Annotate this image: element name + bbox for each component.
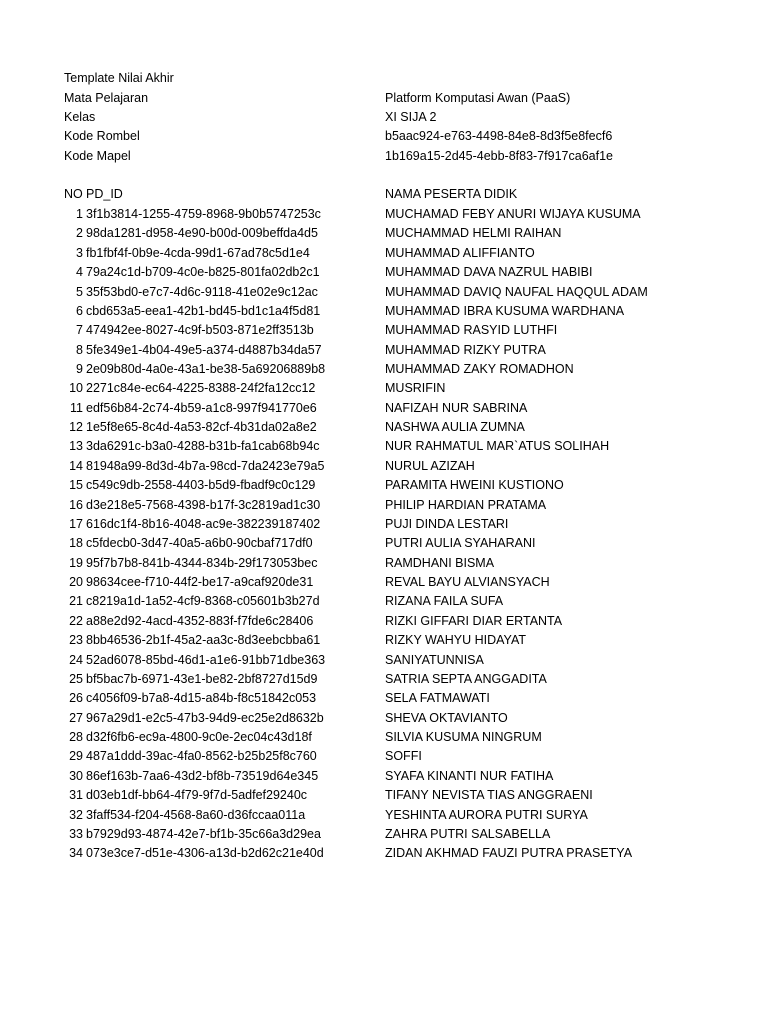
row-pd-id: c8219a1d-1a52-4cf9-8368-c05601b3b27d <box>86 594 320 609</box>
row-number: 12 <box>69 420 83 435</box>
table-row <box>0 263 768 282</box>
row-number: 16 <box>69 497 83 512</box>
row-pd-id: 5fe349e1-4b04-49e5-a374-d4887b34da57 <box>86 342 322 357</box>
row-number: 33 <box>69 826 83 841</box>
row-pd-id: fb1fbf4f-0b9e-4cda-99d1-67ad78c5d1e4 <box>86 245 310 260</box>
field-label: Mata Pelajaran <box>64 91 149 105</box>
row-student-name: YESHINTA AURORA PUTRI SURYA <box>385 807 588 822</box>
table-row <box>0 399 768 418</box>
row-student-name: PARAMITA HWEINI KUSTIONO <box>385 478 564 493</box>
table-row <box>0 767 768 786</box>
field-row-kode-mapel <box>0 147 768 166</box>
table-row <box>0 224 768 243</box>
row-student-name: SATRIA SEPTA ANGGADITA <box>385 671 547 686</box>
row-student-name: MUHAMMAD DAVIQ NAUFAL HAQQUL ADAM <box>385 284 648 299</box>
table-row <box>0 612 768 631</box>
table-row <box>0 806 768 825</box>
row-pd-id: bf5bac7b-6971-43e1-be82-2bf8727d15d9 <box>86 671 318 686</box>
row-pd-id: 3f1b3814-1255-4759-8968-9b0b5747253c <box>86 207 321 221</box>
row-number: 6 <box>76 303 83 318</box>
field-value: Platform Komputasi Awan (PaaS) <box>385 91 571 105</box>
table-row <box>0 515 768 534</box>
field-row-kelas <box>0 108 768 127</box>
document-title: Template Nilai Akhir <box>64 71 174 85</box>
row-number: 9 <box>76 362 83 376</box>
row-student-name: PUTRI AULIA SYAHARANI <box>385 536 536 551</box>
row-number: 10 <box>69 381 83 396</box>
row-pd-id: 98da1281-d958-4e90-b00d-009beffda4d5 <box>86 226 318 241</box>
field-row-mata-pelajaran <box>0 89 768 108</box>
document-title-row <box>0 69 768 88</box>
row-student-name: RIZKI GIFFARI DIAR ERTANTA <box>385 613 563 628</box>
table-row <box>0 747 768 766</box>
row-number: 1 <box>76 207 83 221</box>
row-pd-id: d32f6fb6-ec9a-4800-9c0e-2ec04c43d18f <box>86 730 312 744</box>
row-student-name: NAFIZAH NUR SABRINA <box>385 400 528 415</box>
row-student-name: NUR RAHMATUL MAR`ATUS SOLIHAH <box>385 439 610 454</box>
row-pd-id: a88e2d92-4acd-4352-883f-f7fde6c28406 <box>86 613 314 628</box>
table-row <box>0 302 768 321</box>
table-row <box>0 651 768 670</box>
field-label: Kode Rombel <box>64 129 140 143</box>
column-header-no: NO <box>64 187 83 201</box>
table-row <box>0 554 768 573</box>
field-value: 1b169a15-2d45-4ebb-8f83-7f917ca6af1e <box>385 149 613 163</box>
table-row <box>0 573 768 592</box>
row-student-name: MUSRIFIN <box>385 381 446 396</box>
table-row <box>0 321 768 340</box>
row-number: 2 <box>76 226 83 241</box>
table-row <box>0 496 768 515</box>
table-row <box>0 825 768 844</box>
table-row <box>0 205 768 224</box>
row-student-name: REVAL BAYU ALVIANSYACH <box>385 575 550 589</box>
row-pd-id: 1e5f8e65-8c4d-4a53-82cf-4b31da02a8e2 <box>86 420 317 435</box>
row-student-name: TIFANY NEVISTA TIAS ANGGRAENI <box>385 788 593 803</box>
row-pd-id: 98634cee-f710-44f2-be17-a9caf920de31 <box>86 575 314 589</box>
row-pd-id: 474942ee-8027-4c9f-b503-871e2ff3513b <box>86 323 314 338</box>
row-number: 4 <box>76 265 83 280</box>
row-student-name: SANIYATUNNISA <box>385 652 484 667</box>
row-pd-id: 86ef163b-7aa6-43d2-bf8b-73519d64e345 <box>86 768 319 783</box>
row-pd-id: 3da6291c-b3a0-4288-b31b-fa1cab68b94c <box>86 439 320 454</box>
row-number: 14 <box>69 458 83 473</box>
row-number: 30 <box>69 768 83 783</box>
row-pd-id: b7929d93-4874-42e7-bf1b-35c66a3d29ea <box>86 826 321 841</box>
column-header-name: NAMA PESERTA DIDIK <box>385 187 518 201</box>
row-number: 25 <box>69 671 83 686</box>
table-row <box>0 476 768 495</box>
row-student-name: PUJI DINDA LESTARI <box>385 516 509 531</box>
table-row <box>0 709 768 728</box>
row-student-name: MUHAMMAD IBRA KUSUMA WARDHANA <box>385 303 625 318</box>
row-pd-id: 79a24c1d-b709-4c0e-b825-801fa02db2c1 <box>86 265 320 280</box>
row-pd-id: cbd653a5-eea1-42b1-bd45-bd1c1a4f5d81 <box>86 303 321 318</box>
row-number: 29 <box>69 749 83 764</box>
row-pd-id: 8bb46536-2b1f-45a2-aa3c-8d3eebcbba61 <box>86 633 321 648</box>
row-student-name: SOFFI <box>385 749 422 764</box>
row-pd-id: 073e3ce7-d51e-4306-a13d-b2d62c21e40d <box>86 846 324 861</box>
row-number: 20 <box>69 575 83 589</box>
field-label: Kode Mapel <box>64 149 131 163</box>
row-pd-id: c4056f09-b7a8-4d15-a84b-f8c51842c053 <box>86 691 317 706</box>
row-number: 13 <box>69 439 83 454</box>
row-student-name: MUHAMMAD RASYID LUTHFI <box>385 323 558 338</box>
row-student-name: MUHAMMAD RIZKY PUTRA <box>385 342 546 357</box>
row-pd-id: 52ad6078-85bd-46d1-a1e6-91bb71dbe363 <box>86 652 326 667</box>
row-pd-id: 95f7b7b8-841b-4344-834b-29f173053bec <box>86 555 318 570</box>
row-pd-id: 81948a99-8d3d-4b7a-98cd-7da2423e79a5 <box>86 458 325 473</box>
row-student-name: MUHAMMAD ALIFFIANTO <box>385 245 535 260</box>
row-student-name: RIZKY WAHYU HIDAYAT <box>385 633 526 648</box>
row-number: 5 <box>76 284 83 299</box>
row-pd-id: 2e09b80d-4a0e-43a1-be38-5a69206889b8 <box>86 362 326 376</box>
table-row <box>0 437 768 456</box>
row-number: 27 <box>69 710 83 725</box>
row-student-name: SYAFA KINANTI NUR FATIHA <box>385 768 554 783</box>
row-number: 26 <box>69 691 83 706</box>
table-header-row <box>0 185 768 204</box>
row-student-name: SILVIA KUSUMA NINGRUM <box>385 730 542 744</box>
row-student-name: SHEVA OKTAVIANTO <box>385 710 508 725</box>
field-value: XI SIJA 2 <box>385 110 437 124</box>
row-number: 17 <box>69 516 83 531</box>
row-number: 19 <box>69 555 83 570</box>
row-pd-id: 2271c84e-ec64-4225-8388-24f2fa12cc12 <box>86 381 316 396</box>
row-number: 34 <box>69 846 83 861</box>
row-number: 23 <box>69 633 83 648</box>
row-pd-id: 35f53bd0-e7c7-4d6c-9118-41e02e9c12ac <box>86 284 318 299</box>
row-pd-id: 487a1ddd-39ac-4fa0-8562-b25b25f8c760 <box>86 749 317 764</box>
row-pd-id: d03eb1df-bb64-4f79-9f7d-5adfef29240c <box>86 788 308 803</box>
row-student-name: NURUL AZIZAH <box>385 458 475 473</box>
table-row <box>0 728 768 747</box>
row-pd-id: c5fdecb0-3d47-40a5-a6b0-90cbaf717df0 <box>86 536 313 551</box>
row-student-name: RIZANA FAILA SUFA <box>385 594 504 609</box>
row-pd-id: c549c9db-2558-4403-b5d9-fbadf9c0c129 <box>86 478 316 493</box>
table-row <box>0 379 768 398</box>
column-header-pd-id: PD_ID <box>86 187 123 201</box>
row-student-name: MUHAMMAD DAVA NAZRUL HABIBI <box>385 265 593 280</box>
table-row <box>0 670 768 689</box>
field-label: Kelas <box>64 110 96 124</box>
row-student-name: MUCHAMMAD HELMI RAIHAN <box>385 226 562 241</box>
row-student-name: PHILIP HARDIAN PRATAMA <box>385 497 547 512</box>
row-number: 15 <box>69 478 83 493</box>
table-row <box>0 283 768 302</box>
row-number: 31 <box>69 788 83 803</box>
row-student-name: NASHWA AULIA ZUMNA <box>385 420 525 435</box>
row-pd-id: 967a29d1-e2c5-47b3-94d9-ec25e2d8632b <box>86 710 324 725</box>
row-number: 7 <box>76 323 83 338</box>
row-number: 24 <box>69 652 83 667</box>
row-number: 21 <box>69 594 83 609</box>
row-number: 8 <box>76 342 83 357</box>
row-pd-id: edf56b84-2c74-4b59-a1c8-997f941770e6 <box>86 400 317 415</box>
table-row <box>0 631 768 650</box>
row-pd-id: 616dc1f4-8b16-4048-ac9e-382239187402 <box>86 516 321 531</box>
row-student-name: SELA FATMAWATI <box>385 691 490 706</box>
row-number: 3 <box>76 245 83 260</box>
table-row <box>0 534 768 553</box>
table-row <box>0 360 768 379</box>
table-row <box>0 418 768 437</box>
row-pd-id: d3e218e5-7568-4398-b17f-3c2819ad1c30 <box>86 497 321 512</box>
table-row <box>0 244 768 263</box>
field-row-kode-rombel <box>0 127 768 146</box>
field-value: b5aac924-e763-4498-84e8-8d3f5e8fecf6 <box>385 129 613 143</box>
row-student-name: ZIDAN AKHMAD FAUZI PUTRA PRASETYA <box>385 846 633 861</box>
row-number: 32 <box>69 807 83 822</box>
table-row <box>0 592 768 611</box>
table-row <box>0 786 768 805</box>
row-pd-id: 3faff534-f204-4568-8a60-d36fccaa011a <box>86 807 306 822</box>
row-student-name: RAMDHANI BISMA <box>385 555 495 570</box>
row-student-name: MUCHAMAD FEBY ANURI WIJAYA KUSUMA <box>385 207 641 221</box>
table-row <box>0 689 768 708</box>
table-row <box>0 341 768 360</box>
table-row <box>0 844 768 863</box>
row-student-name: ZAHRA PUTRI SALSABELLA <box>385 826 551 841</box>
row-number: 11 <box>70 400 83 415</box>
row-number: 22 <box>69 613 83 628</box>
row-number: 18 <box>69 536 83 551</box>
row-student-name: MUHAMMAD ZAKY ROMADHON <box>385 362 574 376</box>
row-number: 28 <box>69 730 83 744</box>
table-row <box>0 457 768 476</box>
